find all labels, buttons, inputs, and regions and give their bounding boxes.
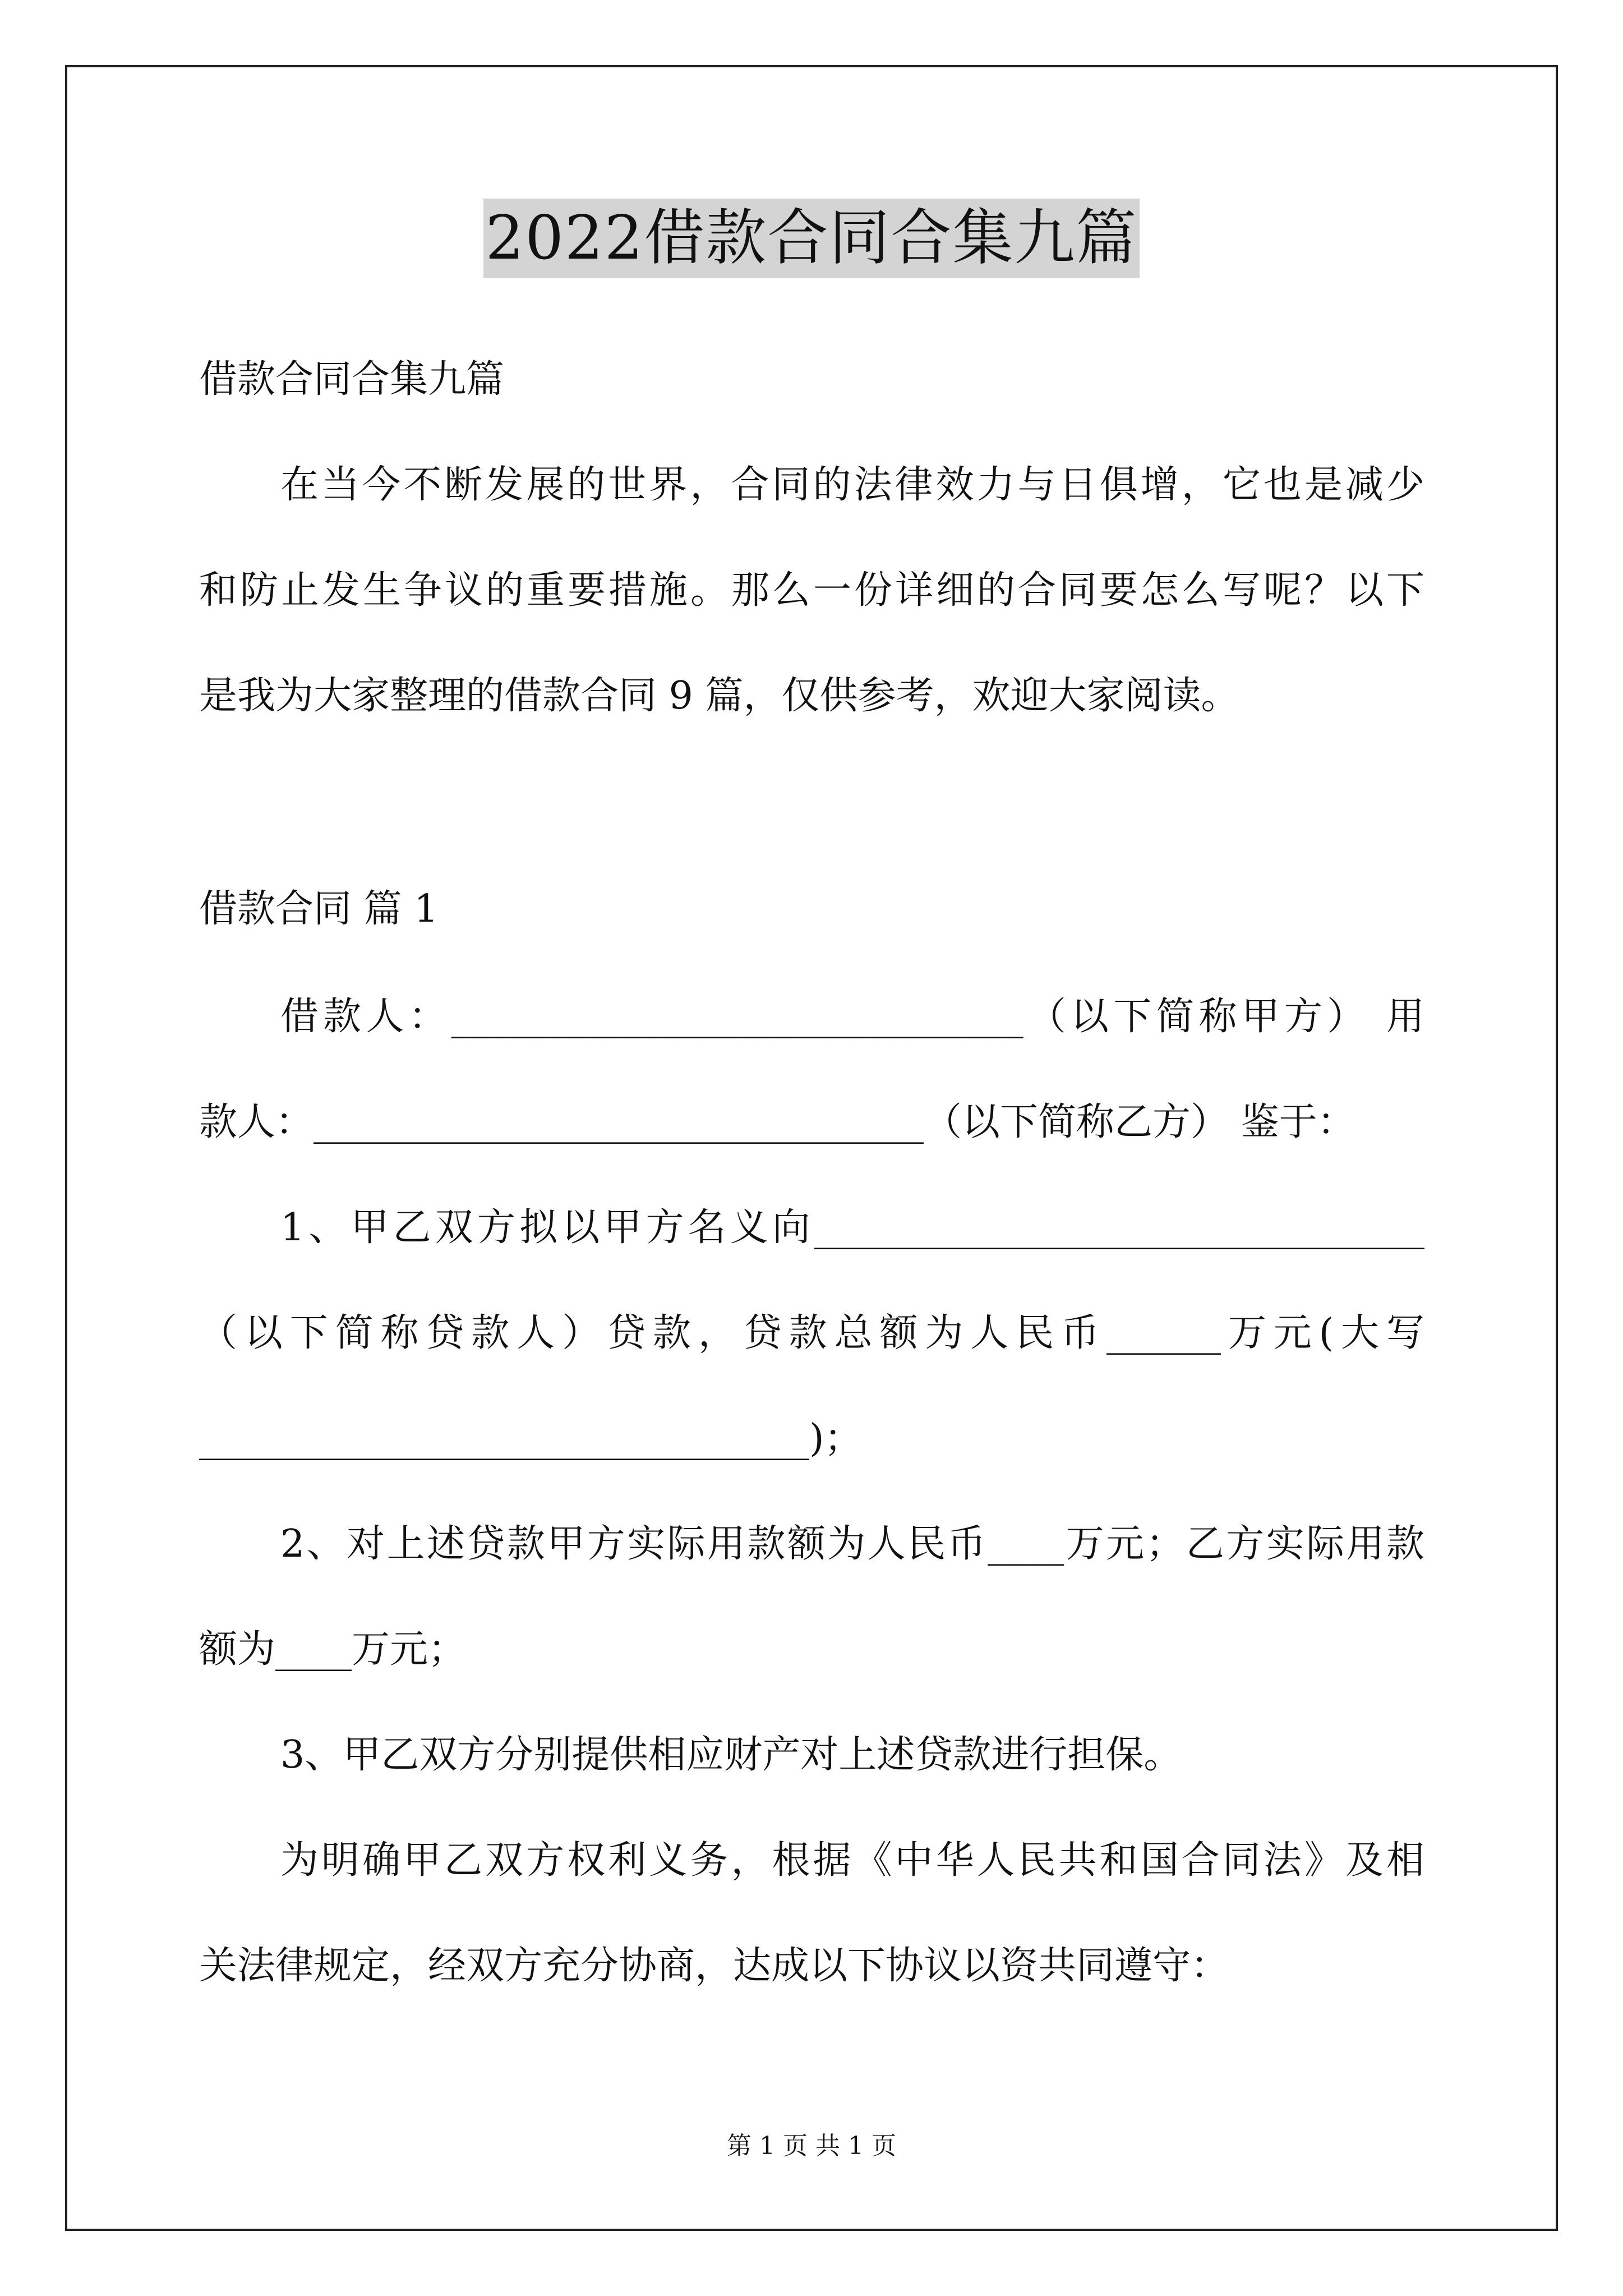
body-line-6: 2、对上述贷款甲方实际用款额为人民币____万元；乙方实际用款 — [280, 1522, 1424, 1566]
body-line-8: 3、甲乙双方分别提供相应财产对上述贷款进行担保。 — [280, 1733, 1182, 1777]
document-title: 2022借款合同合集九篇 — [483, 199, 1140, 278]
body-line-7: 额为____万元； — [199, 1627, 467, 1672]
document-subtitle: 借款合同合集九篇 — [199, 357, 505, 402]
body-line-4: （以下简称贷款人）贷款，贷款总额为人民币______万元(大写 — [199, 1311, 1424, 1355]
body-line-3: 1、甲乙双方拟以甲方名义向________________________________ — [280, 1205, 1424, 1250]
title-container — [0, 199, 1623, 278]
intro-line-3: 是我为大家整理的借款合同 9 篇，仅供参考，欢迎大家阅读。 — [199, 674, 1239, 718]
body-line-5: ________________________________)； — [199, 1416, 863, 1461]
body-line-2: 款人：________________________________（以下简称乙方） 鉴于： — [199, 1100, 1355, 1144]
section-heading: 借款合同 篇 1 — [199, 887, 439, 931]
intro-line-2: 和防止发生争议的重要措施。那么一份详细的合同要怎么写呢？以下 — [199, 568, 1424, 613]
body-line-10: 关法律规定，经双方充分协商，达成以下协议以资共同遵守： — [199, 1944, 1229, 1988]
body-line-9: 为明确甲乙双方权利义务，根据《中华人民共和国合同法》及相 — [280, 1838, 1424, 1883]
intro-line-1: 在当今不断发展的世界，合同的法律效力与日俱增，它也是减少 — [280, 463, 1424, 507]
body-line-1: 借款人：______________________________（以下简称甲方） 用 — [280, 995, 1424, 1039]
page-footer: 第 1 页 共 1 页 — [727, 2132, 896, 2160]
